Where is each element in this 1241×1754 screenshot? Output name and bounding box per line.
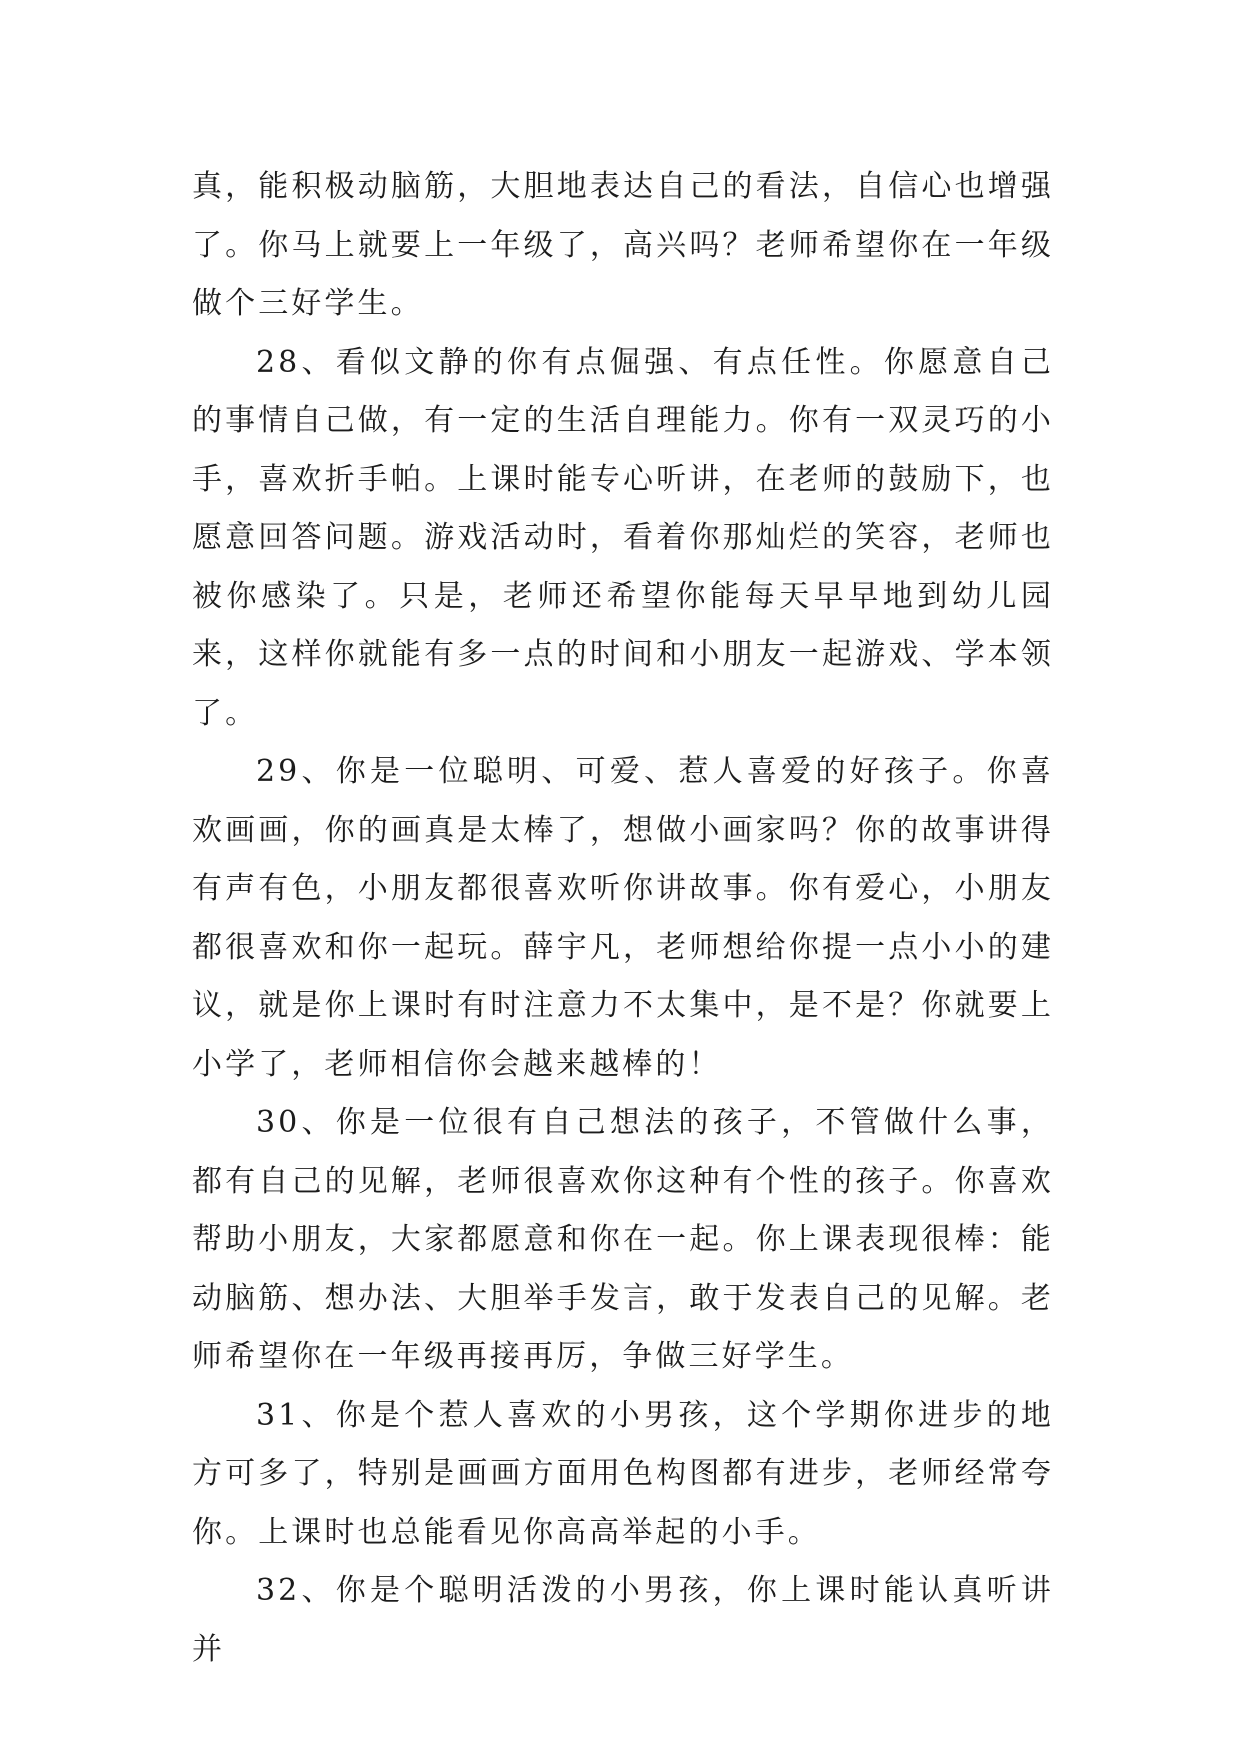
paragraph-32: 32、你是个聪明活泼的小男孩，你上课时能认真听讲并 [192,1573,1054,1667]
paragraph-31: 31、你是个惹人喜欢的小男孩，这个学期你进步的地方可多了，特别是画画方面用色构图都有进步，老师经常夸你。上课时也总能看见你高高举起的小手。 [192,1397,1054,1550]
paragraph-continued: 真，能积极动脑筋，大胆地表达自己的看法，自信心也增强了。你马上就要上一年级了，高兴吗？老师希望你在一年级做个三好学生。 [192,169,1054,321]
paragraph-28: 28、看似文静的你有点倔强、有点任性。你愿意自己的事情自己做，有一定的生活自理能力。你有一双灵巧的小手，喜欢折手帕。上课时能专心听讲，在老师的鼓励下，也愿意回答问题。游戏活动时，看着你那灿烂的笑容，老师也被你感染了。只是，老师还希望你能每天早早地到幼儿园来，这样你就能有多一点的时间和小朋友一起游戏、学本领了。 [192,344,1054,731]
paragraph-29: 29、你是一位聪明、可爱、惹人喜爱的好孩子。你喜欢画画，你的画真是太棒了，想做小画家吗？你的故事讲得有声有色，小朋友都很喜欢听你讲故事。你有爱心，小朋友都很喜欢和你一起玩。薛宇凡，老师想给你提一点小小的建议，就是你上课时有时注意力不太集中，是不是？你就要上小学了，老师相信你会越来越棒的！ [192,754,1054,1082]
document-body [192,158,1054,1679]
paragraph-30: 30、你是一位很有自己想法的孩子，不管做什么事，都有自己的见解，老师很喜欢你这种有个性的孩子。你喜欢帮助小朋友，大家都愿意和你在一起。你上课表现很棒：能动脑筋、想办法、大胆举手发言，敢于发表自己的见解。老师希望你在一年级再接再厉，争做三好学生。 [192,1105,1054,1374]
